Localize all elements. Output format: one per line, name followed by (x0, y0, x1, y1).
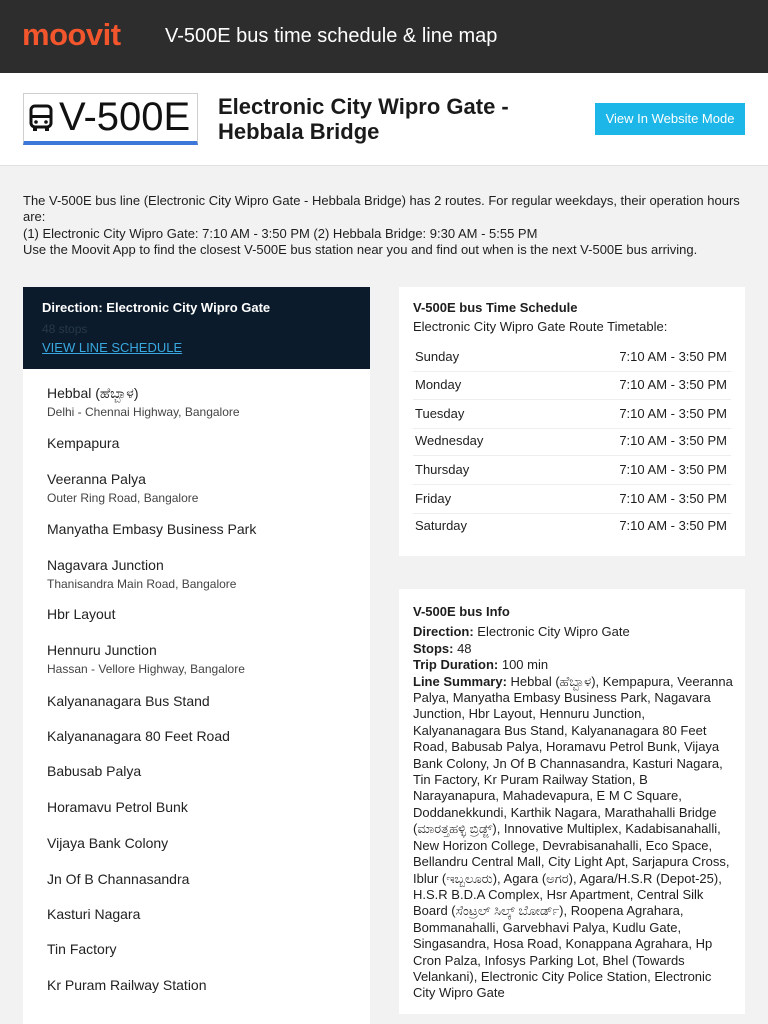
stop-name: Hennuru Junction (47, 642, 157, 658)
moovit-logo[interactable]: moovit (22, 17, 121, 52)
info-duration (413, 657, 735, 673)
schedule-row (413, 428, 731, 456)
schedule-hours: 7:10 AM - 3:50 PM (619, 462, 727, 477)
stop-address: Outer Ring Road, Bangalore (47, 491, 199, 505)
stop-item[interactable] (47, 521, 256, 538)
stop-name: Kalyananagara Bus Stand (47, 693, 210, 709)
route-header (0, 73, 768, 166)
stop-name: Kempapura (47, 435, 120, 451)
stop-address: Delhi - Chennai Highway, Bangalore (47, 405, 240, 419)
bus-info-body (413, 604, 735, 1002)
info-stops (413, 641, 735, 657)
stop-item[interactable] (47, 471, 198, 506)
stop-name: Horamavu Petrol Bunk (47, 799, 188, 815)
top-bar (0, 0, 768, 73)
schedule-hours: 7:10 AM - 3:50 PM (619, 433, 727, 448)
info-direction (413, 624, 735, 640)
schedule-day: Friday (415, 491, 452, 506)
schedule-row (413, 344, 731, 372)
stops-list (23, 369, 370, 1024)
stop-item[interactable] (47, 693, 210, 710)
schedule-hours: 7:10 AM - 3:50 PM (619, 518, 727, 533)
schedule-row (413, 372, 731, 400)
schedule-row (413, 486, 731, 514)
info-summary (413, 674, 735, 1002)
stop-item[interactable] (47, 557, 236, 592)
bus-info-panel (399, 589, 745, 1014)
info-duration-value: 100 min (501, 657, 549, 673)
route-title: Electronic City Wipro Gate - Hebbala Bridge (218, 94, 509, 144)
info-stops-label: Stops: (413, 640, 454, 656)
stop-item[interactable] (47, 728, 230, 745)
view-website-mode-button[interactable]: View In Website Mode (595, 103, 745, 135)
stop-name: Jn Of B Channasandra (47, 871, 190, 887)
direction-panel (23, 287, 370, 369)
info-summary-value: Hebbal (ಹೆಬ್ಬಾಳ), Kempapura, Veeranna Palya, Manyatha Embasy Business Park, Nagavara Junction, Hbr Layout, Hennuru Junction, Kalyananagara Bus Stand, Kalyananagara 80 Feet Road, Babusab Palya, Horamavu Petrol Bunk, Vijaya Bank Colony, Jn Of B Channasandra, Kasturi Nagara, Tin Factory, Kr Puram Railway Station, B Narayanapura, Mahadevapura, E M C Square, Doddanekkundi, Karthik Nagara, Marathahalli Bridge (ಮಾರತ್ತಹಳ್ಳಿ ಬ್ರಿಡ್ಜ್), Innovative Multiplex, Kadabisanahalli, New Horizon College, Devrabisanahalli, Eco Space, Bellandru Central Mall, City Light Apt, Sarjapura Cross, Iblur (ಇಬ್ಬಲೂರು), Agara (ಅಗರ), Agara/H.S.R (Depot-25), H.S.R B.D.A Complex, Hsr Apartment, Central Silk Board (ಸೆಂಟ್ರಲ್ ಸಿಲ್ಕ್ ಬೋರ್ಡ್), Roopena Agrahara, Bommanahalli, Garvebhavi Palya, Kudlu Gate, Singasandra, Hosa Road, Konappana Agrahara, Hp Cron Palza, Infosys Parking Lot, Bhel (Towards Velankani), Electronic City Police Station, Electronic City Wipro Gate (413, 673, 733, 1001)
stop-address: Hassan - Vellore Highway, Bangalore (47, 662, 245, 676)
stop-name: Nagavara Junction (47, 557, 164, 573)
schedule-heading: V-500E bus Time Schedule (413, 300, 578, 315)
schedule-day: Sunday (415, 349, 460, 364)
schedule-day: Tuesday (415, 406, 465, 421)
stop-name: Vijaya Bank Colony (47, 835, 169, 851)
schedule-day: Monday (415, 377, 462, 392)
info-heading: V-500E bus Info (413, 604, 510, 619)
stop-item[interactable] (47, 606, 115, 623)
stop-item[interactable] (47, 385, 240, 420)
stop-item[interactable] (47, 642, 245, 677)
info-summary-label: Line Summary: (413, 673, 507, 689)
bus-icon (28, 103, 54, 133)
stop-item[interactable] (47, 435, 119, 452)
info-duration-label: Trip Duration: (413, 657, 499, 673)
schedule-day: Wednesday (415, 433, 484, 448)
intro-line-2: (1) Electronic City Wipro Gate: 7:10 AM - 3:50 PM (2) Hebbala Bridge: 9:30 AM - 5:55 PM (23, 225, 538, 241)
stop-address: Thanisandra Main Road, Bangalore (47, 577, 237, 591)
schedule-row (413, 457, 731, 485)
route-badge (23, 93, 198, 145)
stop-name: Kr Puram Railway Station (47, 977, 207, 993)
stop-name: Kalyananagara 80 Feet Road (47, 728, 230, 744)
stop-item[interactable] (47, 871, 189, 888)
stop-item[interactable] (47, 906, 140, 923)
info-direction-label: Direction: (413, 624, 474, 640)
route-code: V-500E (59, 95, 191, 139)
stop-item[interactable] (47, 835, 168, 852)
schedule-hours: 7:10 AM - 3:50 PM (619, 377, 727, 392)
stop-item[interactable] (47, 977, 207, 994)
intro-text (23, 193, 745, 259)
schedule-hours: 7:10 AM - 3:50 PM (619, 349, 727, 364)
schedule-hours: 7:10 AM - 3:50 PM (619, 406, 727, 421)
stop-name: Hebbal (ಹೆಬ್ಬಾಳ) (47, 385, 139, 401)
info-direction-value: Electronic City Wipro Gate (477, 624, 630, 640)
schedule-day: Thursday (415, 462, 470, 477)
stop-name: Tin Factory (47, 941, 117, 957)
page-title: V-500E bus time schedule & line map (165, 25, 498, 47)
time-schedule-panel (399, 287, 745, 556)
schedule-subtitle: Electronic City Wipro Gate Route Timetable: (413, 319, 668, 334)
stop-name: Veeranna Palya (47, 471, 146, 487)
stop-name: Hbr Layout (47, 606, 116, 622)
stop-name: Kasturi Nagara (47, 906, 141, 922)
info-stops-value: 48 (457, 640, 472, 656)
intro-line-1: The V-500E bus line (Electronic City Wipro Gate - Hebbala Bridge) has 2 routes. For regular weekdays, their operation hours are: (23, 193, 740, 225)
intro-line-3: Use the Moovit App to find the closest V-500E bus station near you and find out when is the next V-500E bus arriving. (23, 242, 698, 258)
stop-item[interactable] (47, 941, 117, 958)
stop-name: Babusab Palya (47, 763, 142, 779)
stop-name: Manyatha Embasy Business Park (47, 521, 257, 537)
view-line-schedule-link[interactable]: VIEW LINE SCHEDULE (42, 340, 183, 355)
direction-label: Direction: Electronic City Wipro Gate (42, 300, 271, 315)
schedule-hours: 7:10 AM - 3:50 PM (619, 491, 727, 506)
schedule-day: Saturday (415, 518, 468, 533)
stop-item[interactable] (47, 799, 188, 816)
schedule-row (413, 513, 731, 541)
stop-item[interactable] (47, 763, 141, 780)
direction-stops-count: 48 stops (42, 322, 88, 336)
schedule-row (413, 401, 731, 429)
